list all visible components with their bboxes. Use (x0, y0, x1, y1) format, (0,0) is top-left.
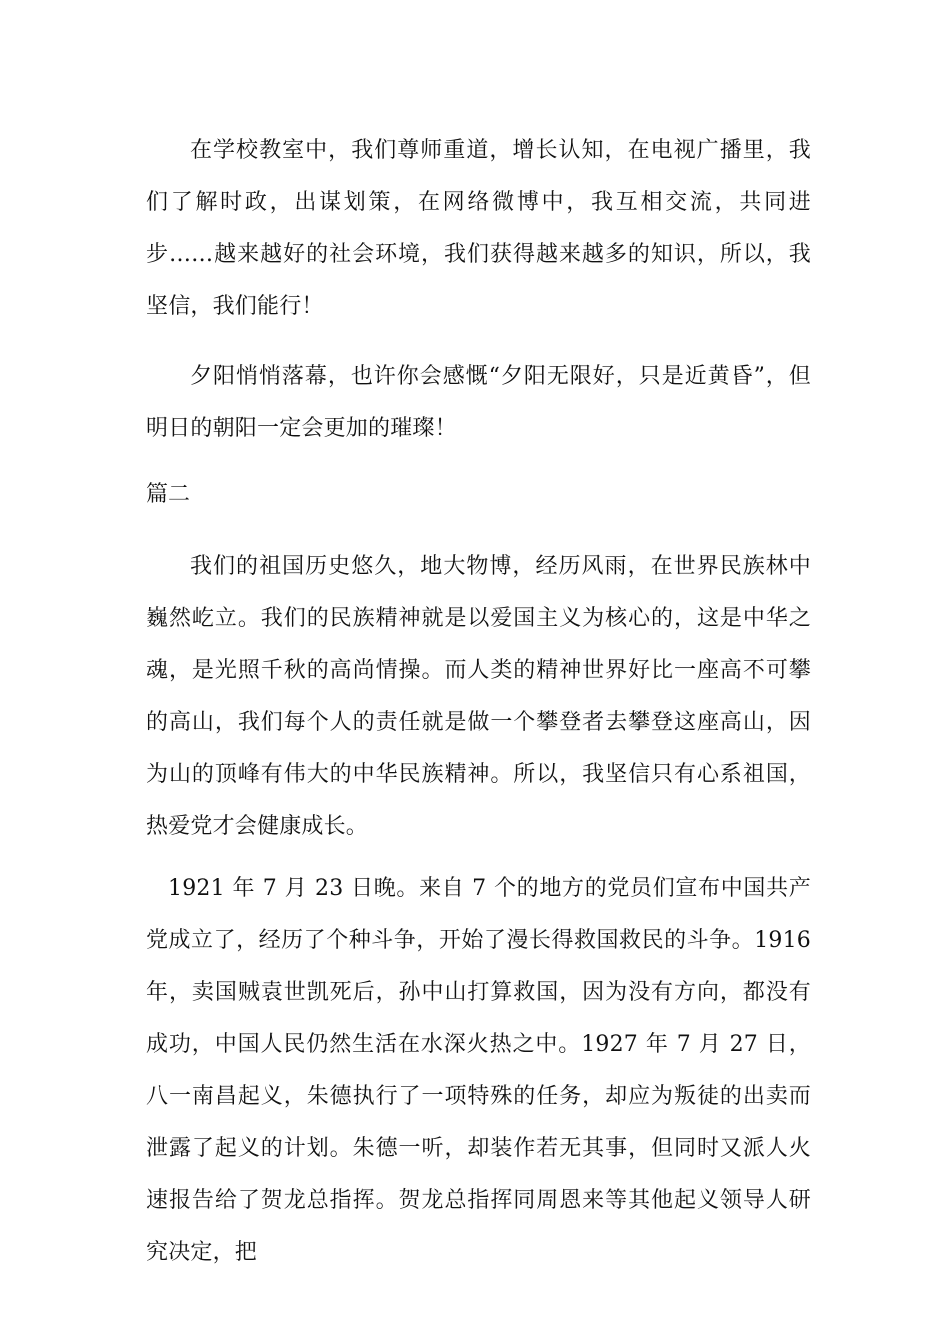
paragraph-classroom: 在学校教室中，我们尊师重道，增长认知，在电视广播里，我们了解时政，出谋划策，在网络微博中，我互相交流，共同进步……越来越好的社会环境，我们获得越来越多的知识，所以，我坚信，我们能行！ (146, 138, 811, 319)
paragraph-sunset: 夕阳悄悄落幕，也许你会感慨“夕阳无限好，只是近黄昏”，但明日的朝阳一定会更加的璀璨！ (146, 364, 811, 441)
section-heading: 篇二 (146, 482, 191, 507)
paragraph-party-history: 1921 年 7 月 23 日晚。来自 7 个的地方的党员们宣布中国共产党成立了，经历了个种斗争，开始了漫长得救国救民的斗争。1916 年，卖国贼袁世凯死后，孙中山打算救国，因为没有方向，都没有成功，中国人民仍然生活在水深火热之中。1927 年 7 月 27 日，八一南昌起义，朱德执行了一项特殊的任务，却应为叛徒的出卖而泄露了起义的计划。朱德一听，却装作若无其事，但同时又派人火速报告给了贺龙总指挥。贺龙总指挥同周恩来等其他起义领导人研究决定，把 (146, 876, 811, 1265)
paragraph-national-spirit: 我们的祖国历史悠久，地大物博，经历风雨，在世界民族林中巍然屹立。我们的民族精神就是以爱国主义为核心的，这是中华之魂，是光照千秋的高尚情操。而人类的精神世界好比一座高不可攀的高山，我们每个人的责任就是做一个攀登者去攀登这座高山，因为山的顶峰有伟大的中华民族精神。所以，我坚信只有心系祖国，热爱党才会健康成长。 (146, 554, 811, 839)
